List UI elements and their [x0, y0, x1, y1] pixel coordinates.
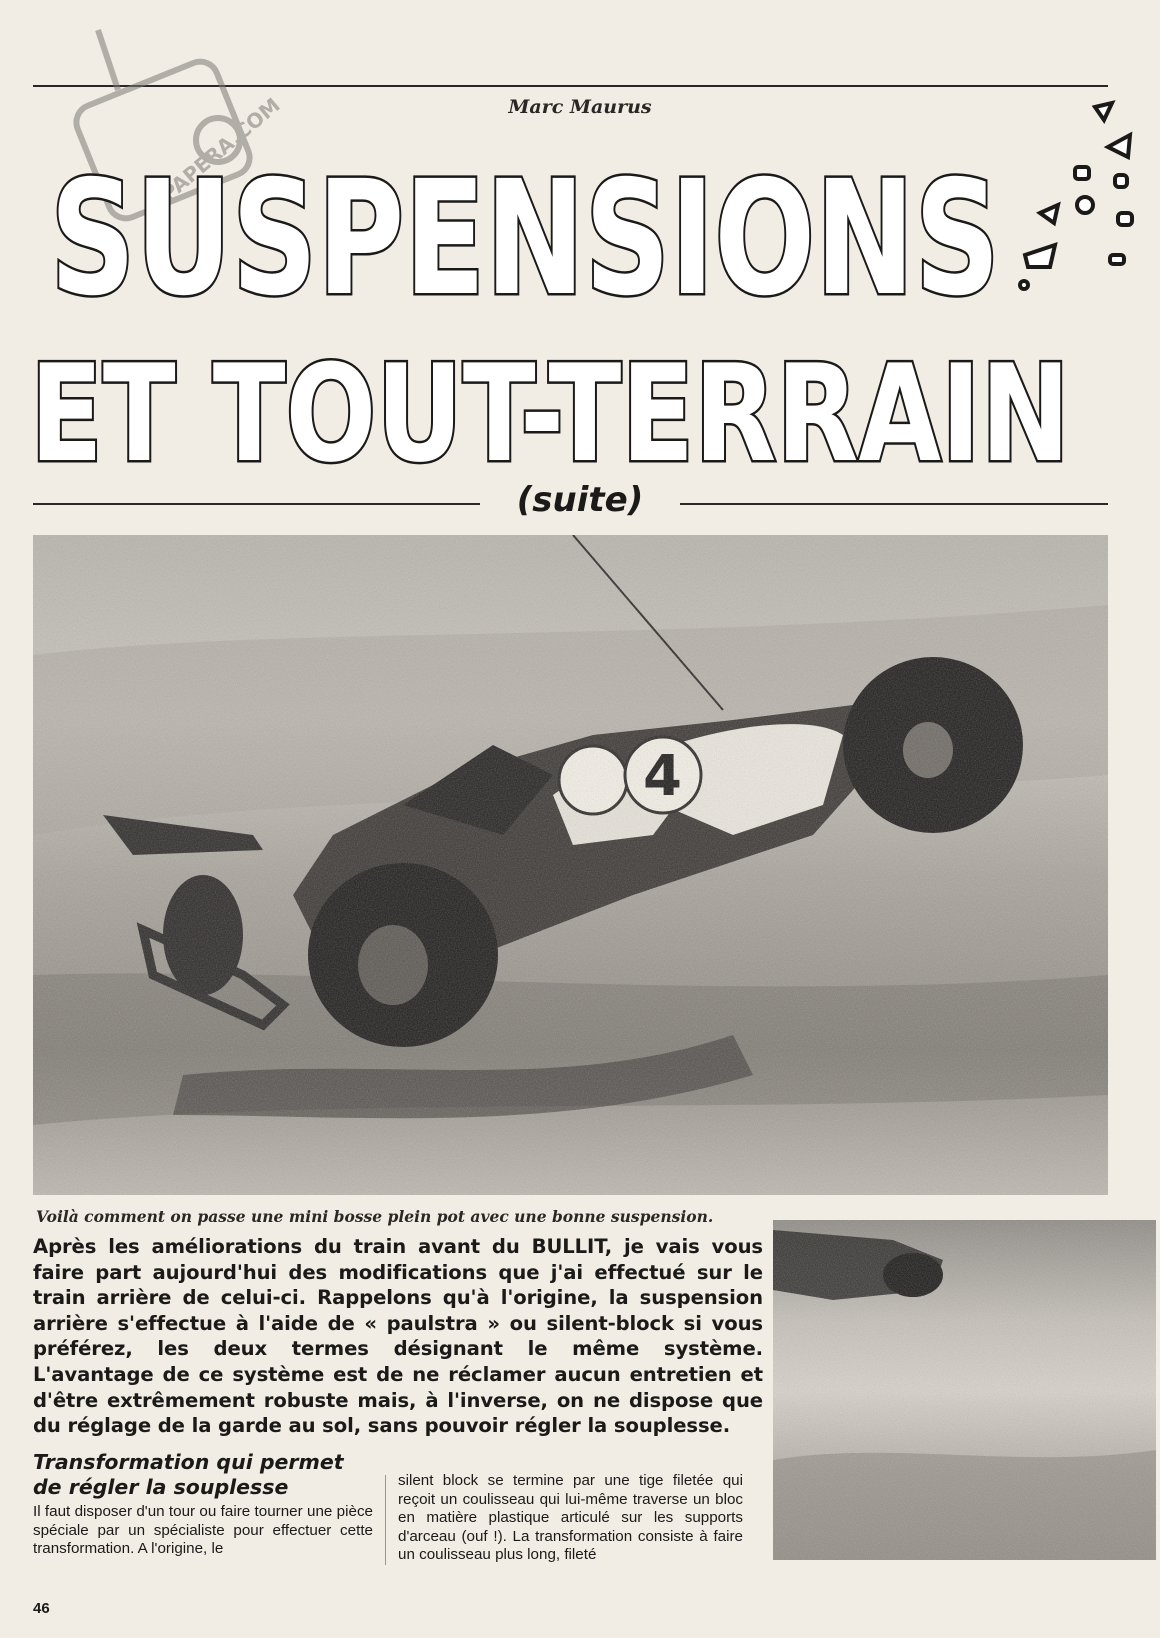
main-photo	[33, 535, 1108, 1195]
suite-rule-left	[33, 503, 488, 505]
title-line-2-text: ET TOUT-TERRAIN	[30, 336, 1070, 478]
watermark-text: PAPERA.COM	[156, 92, 285, 206]
side-photo	[773, 1220, 1156, 1560]
body-column-2: silent block se termine par une tige filetée qui reçoit un coulisseau qui lui-même traverse un bloc en matière plastique articulé sur les supports d'arceau (ouf !). La transformation consiste à faire un coulisseau plus long, fileté	[398, 1472, 743, 1564]
suite-rule-right	[672, 503, 1108, 505]
title-line-1	[30, 125, 1040, 315]
body-column-1: Il faut disposer d'un tour ou faire tourner une pièce spéciale par un spécialiste pour effectuer cette transformation. A l'origine, le	[33, 1503, 373, 1558]
photo-caption: Voilà comment on passe une mini bosse plein pot avec une bonne suspension.	[36, 1207, 714, 1226]
intro-paragraph: Après les améliorations du train avant du BULLIT, je vais vous faire part aujourd'hui des modifications que j'ai effectué sur le train arrière de celui-ci. Rappelons qu'à l'origine, la suspension arrière s'effectue à l'aide de « paulstra » ou silent-block si vous préférez, les deux termes désignant le même système. L'avantage de ce système est de ne réclamer aucun entretien et d'être extrêmement robuste mais, à l'inverse, on ne dispose que du réglage de la garde au sol, sans pouvoir régler la souplesse.	[33, 1235, 763, 1438]
title-decoration	[1000, 95, 1150, 295]
section-subheading: Transformation qui permet de régler la souplesse	[33, 1450, 344, 1499]
title-line-1-text: SUSPENSIONS	[50, 147, 1000, 315]
page-number: 46	[33, 1600, 50, 1617]
article-author: Marc Maurus	[508, 96, 652, 118]
column-divider	[385, 1475, 386, 1565]
title-line-2	[30, 318, 1080, 478]
title-suite: (suite)	[480, 480, 680, 520]
